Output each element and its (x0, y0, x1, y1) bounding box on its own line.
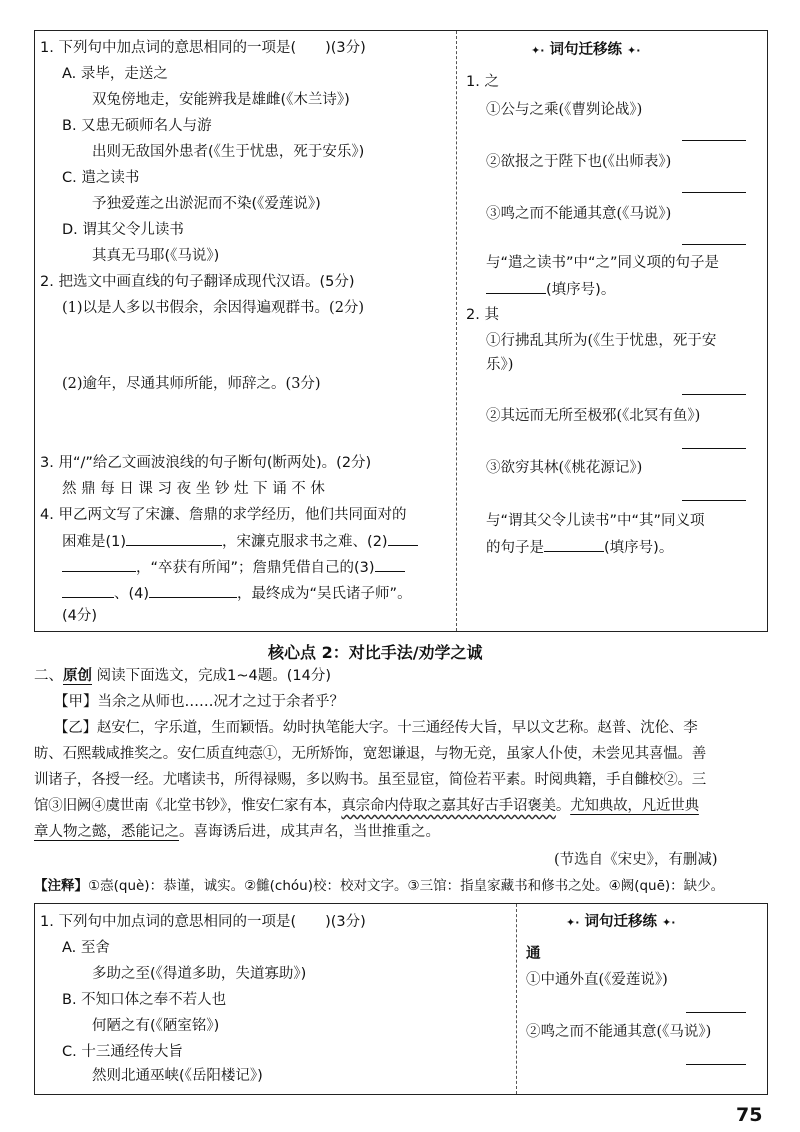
underlined-sentence-part-2: 章人物之懿，悉能记之 (34, 824, 179, 840)
answer-line[interactable] (682, 192, 746, 193)
practice-title-text: 词句迁移练 (549, 42, 622, 58)
answer-line[interactable] (682, 244, 746, 245)
q1-option-d: D. 谓其父令儿读书 (62, 222, 184, 238)
answer-line[interactable] (682, 500, 746, 501)
practice-1-answer-blank[interactable] (486, 279, 546, 294)
bottom-q1-option-a: A. 至舍 (62, 940, 110, 956)
practice-2-question-a: 与“谓其父令儿读书”中“其”同义项 (486, 513, 705, 529)
bottom-q1-stem: 1. 下列句中加点词的意思相同的一项是( )(3分) (40, 914, 366, 930)
wavy-underlined-sentence: 真宗命内侍取之嘉其好古手诏褒美 (341, 798, 556, 814)
practice-1-3: ③鸣之而不能通其意(《马说》) (486, 206, 672, 222)
practice-title-text: 词句迁移练 (584, 914, 657, 930)
decor-icon: ✦· (566, 916, 580, 929)
passage-yi-line-4a: 馆③旧阙④虞世南《北堂书钞》，惟安仁家有本， (34, 798, 342, 814)
answer-line[interactable] (682, 448, 746, 449)
practice-2-question-b (486, 537, 673, 558)
practice-bottom-1: ①中通外直(《爱莲说》) (526, 972, 668, 988)
practice-2-3: ③欲穷其林(《桃花源记》) (486, 460, 643, 476)
notes-tag: 【注释】 (34, 878, 88, 894)
q4-blank-3a[interactable] (375, 557, 405, 572)
decor-icon: ✦· (662, 916, 676, 929)
practice-item-2-head: 2. 其 (466, 307, 499, 323)
practice-2-2: ②其远而无所至极邪(《北冥有鱼》) (486, 408, 701, 424)
practice-2-1b: 乐》) (486, 357, 514, 373)
notes (34, 876, 724, 896)
bottom-q1-option-a-compare: 多助之至(《得道多助，失道寡助》) (92, 966, 307, 982)
answer-line[interactable] (682, 140, 746, 141)
q3-sentence: 然 鼎 每 日 课 习 夜 坐 钞 灶 下 诵 不 休 (62, 481, 325, 497)
answer-line[interactable] (686, 1064, 746, 1065)
q4-line-2 (62, 531, 418, 552)
q1-option-c-compare: 予独爱莲之出淤泥而不染(《爱莲说》) (92, 196, 321, 212)
practice-bottom-2: ②鸣之而不能通其意(《马说》) (526, 1024, 712, 1040)
q4-line-3 (62, 557, 405, 578)
passage-source: (节选自《宋史》，有删减) (554, 852, 718, 868)
q4-line-4a: 、(4) (114, 586, 150, 602)
practice-title-top (531, 40, 640, 61)
q4-line-4 (62, 583, 412, 604)
decor-icon: ✦· (627, 44, 641, 57)
passage-yi-line-5b: 。喜诲诱后进，成其声名，当世推重之。 (179, 824, 440, 840)
practice-1-question-tail: (填序号)。 (546, 282, 616, 298)
q4-blank-2a[interactable] (388, 531, 418, 546)
practice-item-1-head: 1. 之 (466, 74, 499, 90)
section-number: 二、 (34, 668, 63, 684)
practice-1-2: ②欲报之于陛下也(《出师表》) (486, 154, 672, 170)
practice-1-1: ①公与之乘(《曹刿论战》) (486, 102, 643, 118)
q4-line-2b: ，宋濂克服求书之难、(2) (222, 534, 388, 550)
passage-yi-line-1: 【乙】赵安仁，字乐道，生而颖悟。幼时执笔能大字。十三通经传大旨，早以文艺称。赵普、沈伦、李 (54, 720, 698, 736)
practice-title-bottom (566, 912, 675, 933)
answer-line[interactable] (686, 1012, 746, 1013)
notes-text: ①悫(què)：恭谨，诚实。②雠(chóu)校：校对文字。③三馆：指皇家藏书和修书之处。④阙(quē)：缺少。 (88, 878, 725, 894)
practice-2-question-lead: 的句子是 (486, 540, 544, 556)
underlined-sentence-part-1: 尤知典故，凡近世典 (570, 798, 699, 814)
passage-yi-line-5 (34, 822, 440, 842)
q4-points: (4分) (62, 608, 98, 624)
bottom-q1-option-c-compare: 然则北通巫峡(《岳阳楼记》) (92, 1068, 263, 1084)
passage-yi-line-4b: 。 (555, 798, 571, 814)
q1-stem: 1. 下列句中加点词的意思相同的一项是( )(3分) (40, 40, 366, 56)
section-instruction: 阅读下面选文，完成1~4题。(14分) (92, 668, 331, 684)
bottom-box-divider (516, 904, 517, 1094)
q1-option-a: A. 录毕，走送之 (62, 66, 168, 82)
practice-1-question-a: 与“遣之读书”中“之”同义项的句子是 (486, 255, 720, 271)
practice-2-1a: ①行拂乱其所为(《生于忧患，死于安 (486, 333, 717, 349)
q1-option-d-compare: 其真无马耶(《马说》) (92, 248, 220, 264)
decor-icon: ✦· (531, 44, 545, 57)
practice-bottom-head: 通 (526, 946, 541, 962)
bottom-q1-option-b-compare: 何陋之有(《陋室铭》) (92, 1018, 220, 1034)
q1-option-c: C. 遣之读书 (62, 170, 140, 186)
q4-blank-4[interactable] (149, 583, 237, 598)
practice-2-question-tail: (填序号)。 (604, 540, 674, 556)
q4-line-1: 4. 甲乙两文写了宋濂、詹鼎的求学经历，他们共同面对的 (40, 507, 407, 523)
passage-yi-line-4 (34, 796, 699, 816)
section-intro (34, 666, 331, 686)
passage-yi-line-2: 昉、石熙载咸推奖之。安仁质直纯悫①，无所矫饰，宽恕谦退，与物无竞，虽家人仆使，未尝见其喜愠。善 (34, 746, 707, 762)
bottom-q1-option-b: B. 不知口体之奉不若人也 (62, 992, 227, 1008)
top-box-divider (456, 31, 457, 631)
q4-line-4b: ，最终成为“吴氏诸子师”。 (237, 586, 412, 602)
q4-blank-3b[interactable] (62, 583, 114, 598)
answer-line[interactable] (682, 394, 746, 395)
practice-2-answer-blank[interactable] (544, 537, 604, 552)
q4-line-3-text: ，“卒获有所闻”；詹鼎凭借自己的(3) (136, 560, 375, 576)
passage-jia: 【甲】当余之从师也……况才之过于余者乎？ (54, 694, 344, 710)
q1-option-b-compare: 出则无敌国外患者(《生于忧患，死于安乐》) (92, 144, 365, 160)
practice-1-question-b (486, 279, 615, 300)
passage-yi-line-3: 训诸子，各授一经。尤嗜读书，所得禄赐，多以购书。虽至显宦，简俭若平素。时阅典籍，手自雠校②。三 (34, 772, 707, 788)
q1-option-a-compare: 双兔傍地走，安能辨我是雄雌(《木兰诗》) (92, 92, 350, 108)
original-tag: 原创 (63, 668, 92, 684)
section-heading: 核心点 2：对比手法/劝学之诚 (268, 643, 483, 662)
page-number: 75 (736, 1104, 763, 1126)
q4-blank-1[interactable] (126, 531, 222, 546)
q4-blank-2b[interactable] (62, 557, 136, 572)
q2-sentence-1: (1)以是人多以书假余，余因得遍观群书。(2分) (62, 300, 365, 316)
bottom-q1-option-c: C. 十三通经传大旨 (62, 1044, 183, 1060)
q4-line-2a: 困难是(1) (62, 534, 127, 550)
q2-sentence-2: (2)逾年，尽通其师所能，师辞之。(3分) (62, 376, 321, 392)
q3-stem: 3. 用“/”给乙文画波浪线的句子断句(断两处)。(2分) (40, 455, 372, 471)
q1-option-b: B. 又患无硕师名人与游 (62, 118, 212, 134)
q2-stem: 2. 把选文中画直线的句子翻译成现代汉语。(5分) (40, 274, 355, 290)
